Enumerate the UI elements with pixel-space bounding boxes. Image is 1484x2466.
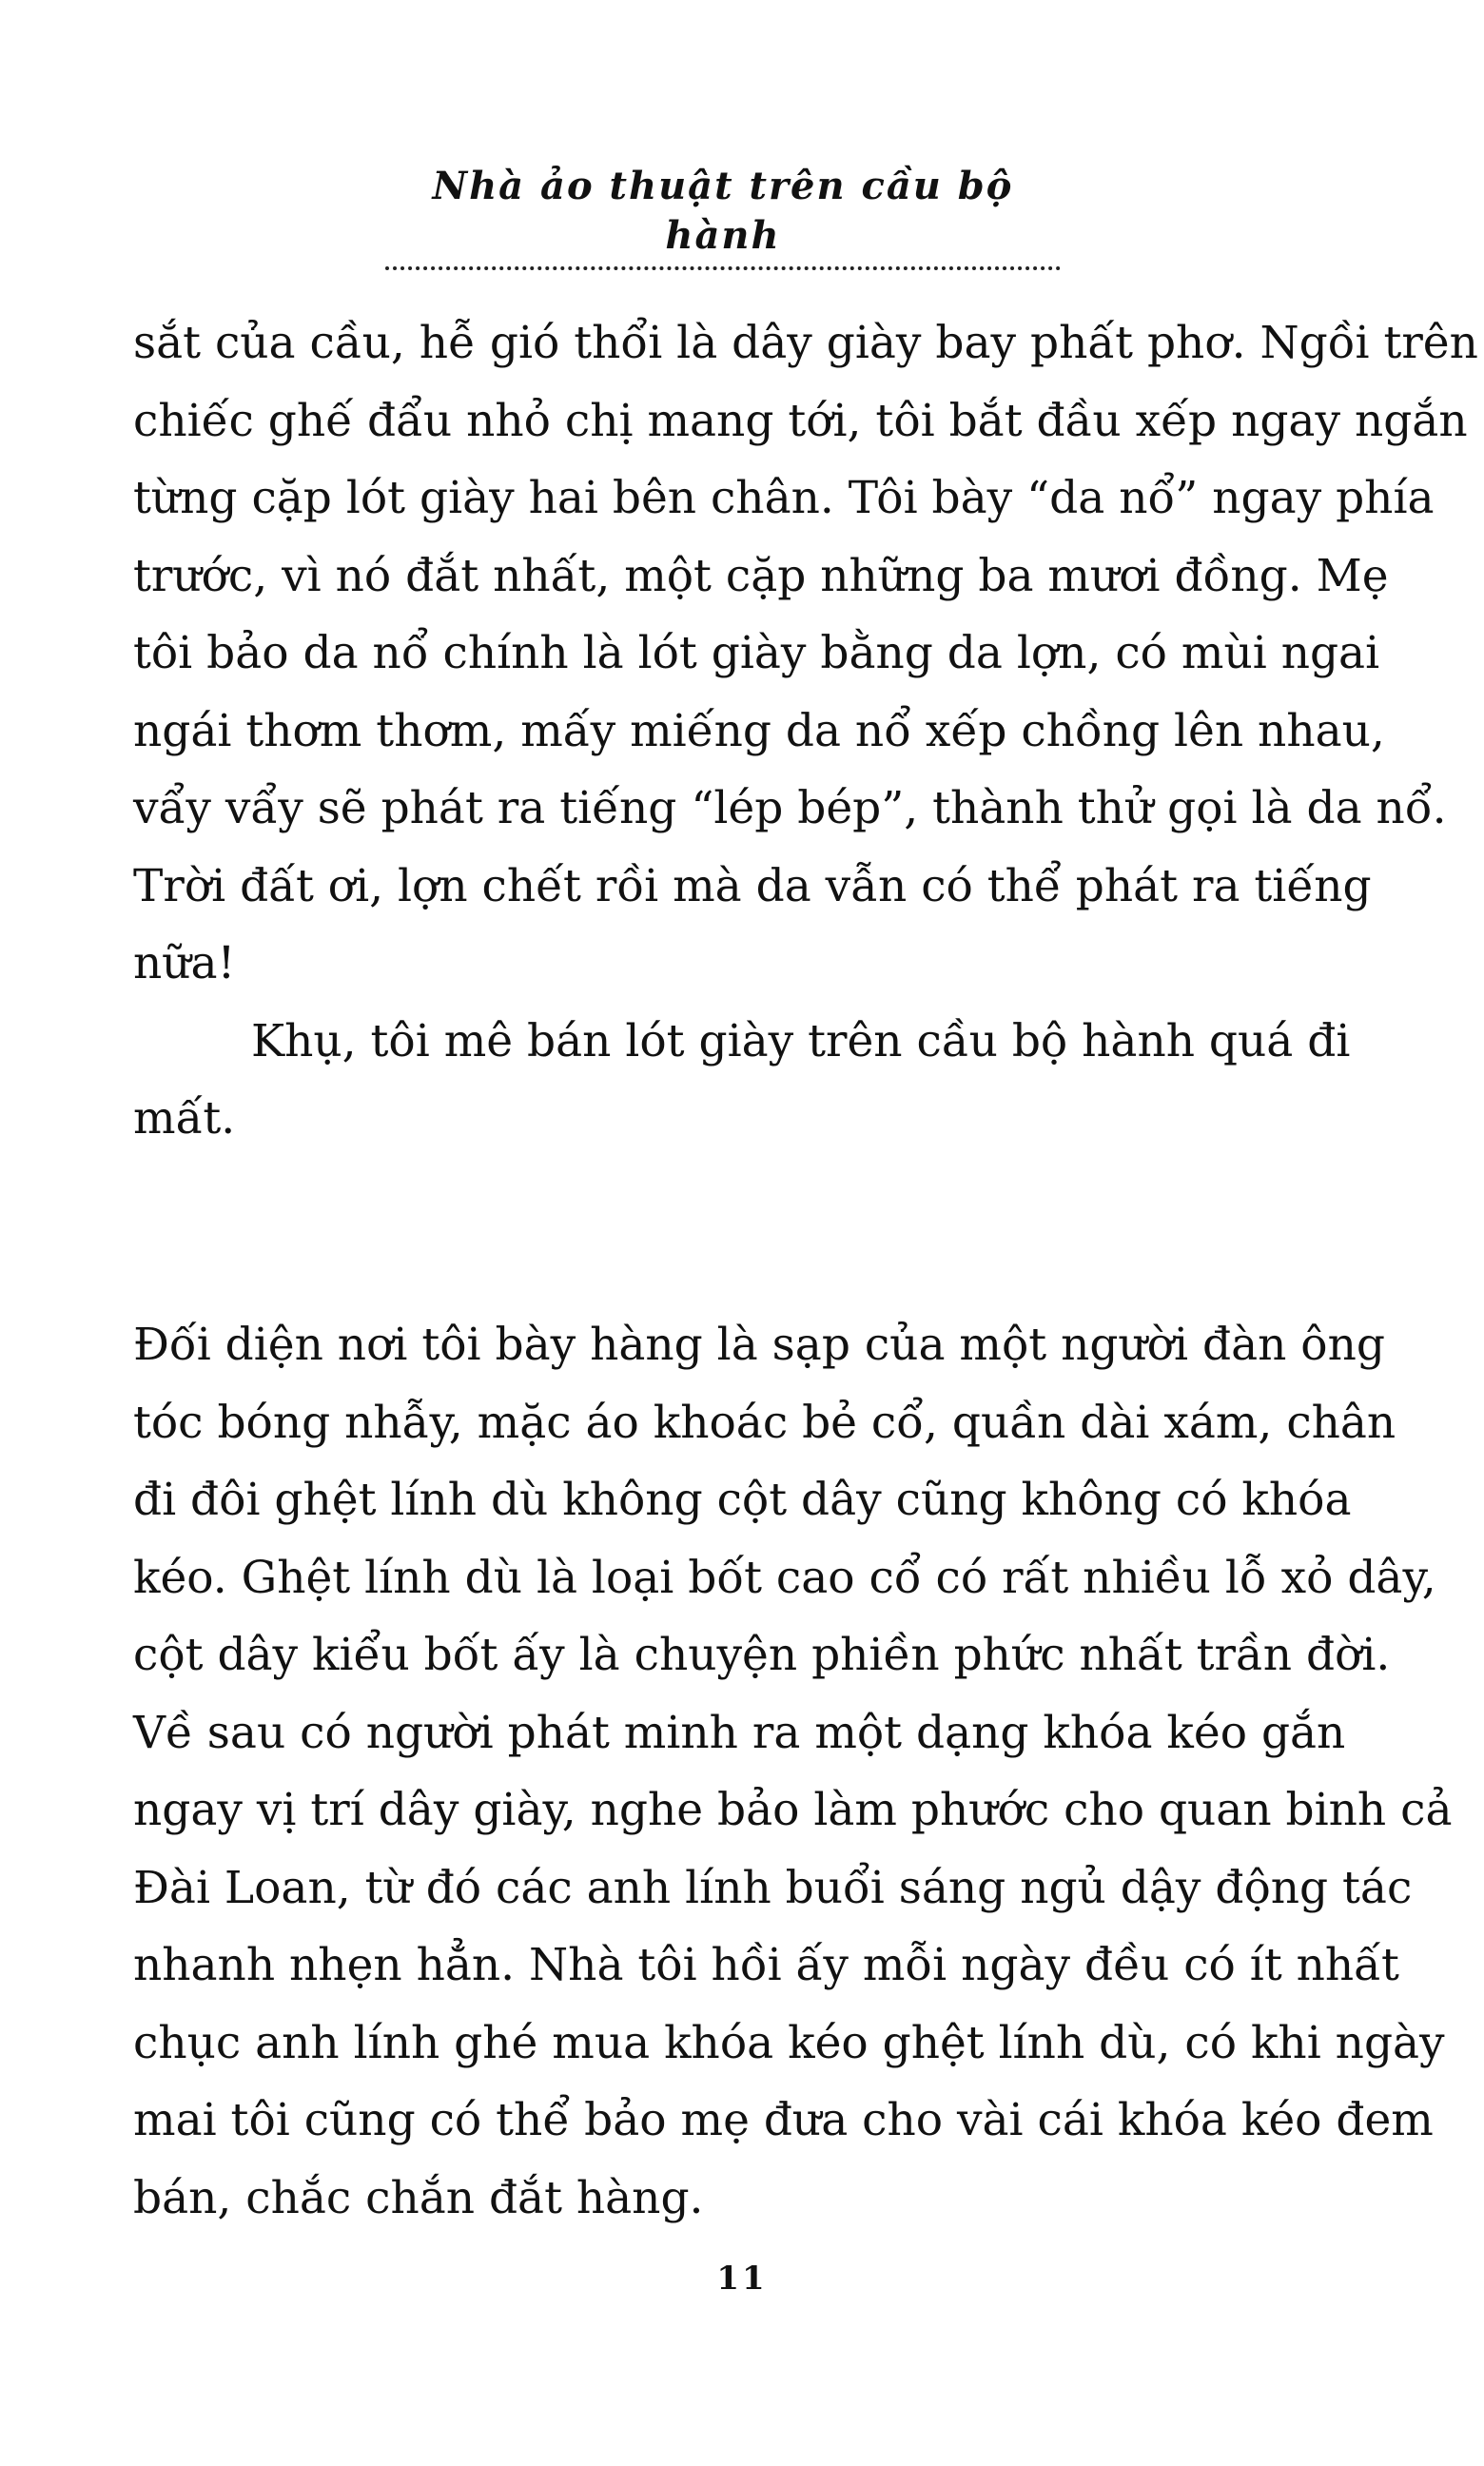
text-line: mất.: [133, 1092, 236, 1145]
text-line: bán, chắc chắn đắt hàng.: [133, 2171, 704, 2224]
text-line: nhanh nhẹn hẳn. Nhà tôi hồi ấy mỗi ngày đều có ít nhất: [133, 1939, 1399, 1991]
text-line: tóc bóng nhẫy, mặc áo khoác bẻ cổ, quần dài xám, chân: [133, 1396, 1396, 1449]
text-line: nữa!: [133, 937, 236, 989]
text-line: trước, vì nó đắt nhất, một cặp những ba mươi đồng. Mẹ: [133, 549, 1389, 602]
text-line: Về sau có người phát minh ra một dạng khóa kéo gắn: [133, 1706, 1346, 1759]
body-text-bottom: [133, 1306, 1453, 2237]
paragraph: [133, 304, 1478, 1003]
text-line: ngay vị trí dây giày, nghe bảo làm phước cho quan binh cả: [133, 1784, 1453, 1836]
page-number: 11: [716, 2260, 768, 2298]
text-line: tôi bảo da nổ chính là lót giày bằng da lợn, có mùi ngai: [133, 627, 1380, 679]
text-line: Trời đất ơi, lợn chết rồi mà da vẫn có thể phát ra tiếng: [133, 859, 1372, 912]
running-header: [385, 162, 1061, 270]
running-header-title: Nhà ảo thuật trên cầu bộ hành: [432, 164, 1014, 258]
text-line: đi đôi ghệt lính dù không cột dây cũng không có khóa: [133, 1474, 1352, 1526]
text-line: chiếc ghế đẩu nhỏ chị mang tới, tôi bắt đầu xếp ngay ngắn: [133, 394, 1468, 447]
body-text-top: [133, 304, 1478, 1158]
paragraph: [133, 1003, 1351, 1158]
text-line: từng cặp lót giày hai bên chân. Tôi bày “da nổ” ngay phía: [133, 472, 1435, 524]
text-line: Khụ, tôi mê bán lót giày trên cầu bộ hành quá đi: [251, 1014, 1351, 1067]
text-line: Đài Loan, từ đó các anh lính buổi sáng ngủ dậy động tác: [133, 1861, 1413, 1914]
text-line: cột dây kiểu bốt ấy là chuyện phiền phức nhất trần đời.: [133, 1629, 1391, 1681]
header-dotted-rule: [385, 266, 1061, 270]
text-line: sắt của cầu, hễ gió thổi là dây giày bay phất phơ. Ngồi trên: [133, 317, 1478, 369]
text-line: kéo. Ghệt lính dù là loại bốt cao cổ có rất nhiều lỗ xỏ dây,: [133, 1551, 1436, 1604]
text-line: Đối diện nơi tôi bày hàng là sạp của một người đàn ông: [133, 1319, 1385, 1371]
text-line: chục anh lính ghé mua khóa kéo ghệt lính dù, có khi ngày: [133, 2016, 1445, 2069]
paragraph: [133, 1306, 1453, 2237]
text-line: vẩy vẩy sẽ phát ra tiếng “lép bép”, thành thử gọi là da nổ.: [133, 782, 1447, 834]
text-line: mai tôi cũng có thể bảo mẹ đưa cho vài cái khóa kéo đem: [133, 2094, 1434, 2146]
text-line: ngái thơm thơm, mấy miếng da nổ xếp chồng lên nhau,: [133, 704, 1385, 757]
